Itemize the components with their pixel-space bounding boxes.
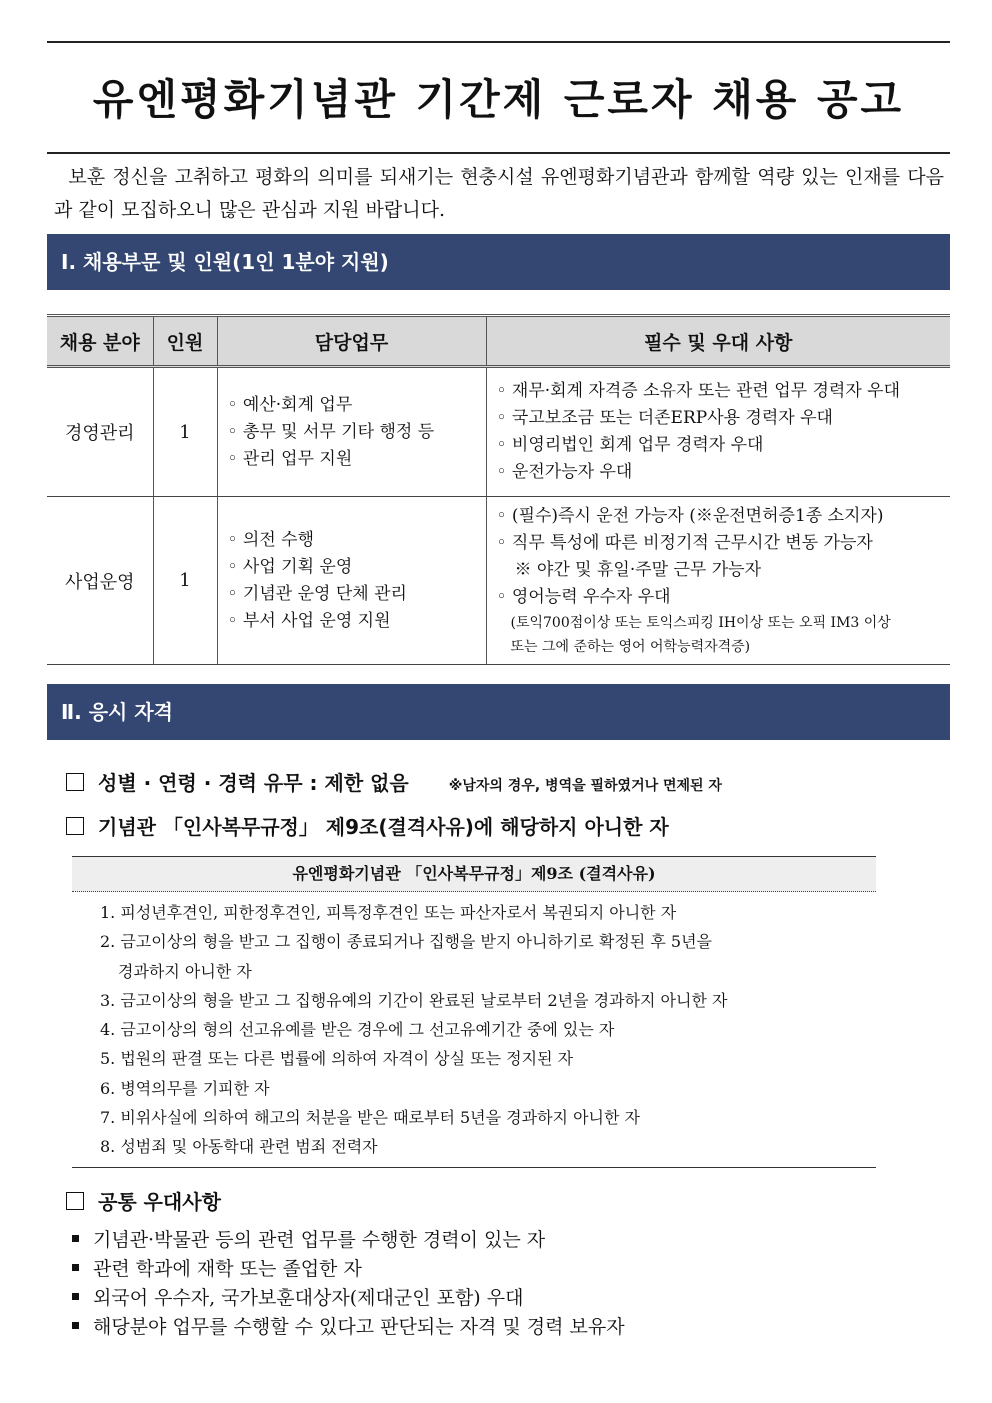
list-item: 1. 피성년후견인, 피한정후견인, 피특정후견인 또는 파산자로서 복권되지 아니한 자 bbox=[100, 903, 677, 922]
list-item: 해당분야 업무를 수행할 수 있다고 판단되는 자격 및 경력 보유자 bbox=[72, 1313, 625, 1342]
requirements-cell bbox=[486, 367, 950, 497]
military-note: ※남자의 경우, 병역을 필하였거나 면제된 자 bbox=[448, 778, 722, 794]
table-header-row bbox=[47, 316, 950, 367]
qualification-line-1: 성별 · 연령 · 경력 유무 : 제한 없음 ※남자의 경우, 병역을 필하였거나 면제된 자 bbox=[66, 767, 722, 796]
list-item: 4. 금고이상의 형의 선고유예를 받은 경우에 그 선고유예기간 중에 있는 자 bbox=[100, 1020, 615, 1040]
list-item: ◦ (필수)즉시 운전 가능자 (※운전면허증1종 소지자) bbox=[496, 505, 884, 526]
list-item: 6. 병역의무를 기피한 자 bbox=[100, 1078, 270, 1098]
square-bullet-icon bbox=[72, 1293, 79, 1300]
section-1-header: Ⅰ. 채용부문 및 인원(1인 1분야 지원) bbox=[47, 234, 950, 290]
column-header: 담당업무 bbox=[217, 316, 486, 367]
square-bullet-icon bbox=[72, 1264, 79, 1271]
qualification-line-2: 기념관 「인사복무규정」 제9조(결격사유)에 해당하지 아니한 자 bbox=[66, 811, 669, 840]
list-item: ◦ 총무 및 서무 기타 행정 등 bbox=[227, 421, 435, 442]
disqualification-list bbox=[72, 892, 876, 1162]
title-block bbox=[47, 41, 950, 154]
section-2-header: Ⅱ. 응시 자격 bbox=[47, 684, 950, 740]
list-item: (토익700점이상 또는 토익스피킹 IH이상 또는 오픽 IM3 이상 bbox=[510, 614, 891, 631]
list-item: 경과하지 아니한 자 bbox=[118, 961, 252, 981]
intro-paragraph: 보훈 정신을 고취하고 평화의 의미를 되새기는 현충시설 유엔평화기념관과 함께할 역량 있는 인재를 다음과 같이 모집하오니 많은 관심과 지원 바랍니다. bbox=[54, 166, 944, 221]
list-item: ◦ 운전가능자 우대 bbox=[496, 462, 633, 482]
list-item: 7. 비위사실에 의하여 해고의 처분을 받은 때로부터 5년을 경과하지 아니한 자 bbox=[100, 1108, 640, 1128]
count-cell: 1 bbox=[153, 497, 217, 665]
square-bullet-icon bbox=[72, 1322, 79, 1329]
list-item: ◦ 의전 수행 bbox=[227, 529, 315, 550]
preference-list bbox=[72, 1226, 625, 1342]
list-item: ◦ 관리 업무 지원 bbox=[227, 448, 353, 469]
table-row bbox=[47, 367, 950, 497]
list-item: 또는 그에 준하는 영어 어학능력자격증) bbox=[510, 638, 751, 655]
page-title: 유엔평화기념관 기간제 근로자 채용 공고 bbox=[92, 75, 905, 124]
field-cell: 경영관리 bbox=[47, 367, 153, 497]
list-item: ◦ 비영리법인 회계 업무 경력자 우대 bbox=[496, 435, 764, 455]
list-item: 3. 금고이상의 형을 받고 그 집행유예의 기간이 완료된 날로부터 2년을 경과하지 아니한 자 bbox=[100, 990, 728, 1010]
count-cell: 1 bbox=[153, 367, 217, 497]
duties-cell bbox=[217, 367, 486, 497]
list-item: ◦ 직무 특성에 따른 비정기적 근무시간 변동 가능자 bbox=[496, 532, 873, 553]
checkbox-square-icon bbox=[66, 773, 84, 791]
list-item: 2. 금고이상의 형을 받고 그 집행이 종료되거나 집행을 받지 아니하기로 확정된 후 5년을 bbox=[100, 932, 712, 952]
list-item: 5. 법원의 판결 또는 다른 법률에 의하여 자격이 상실 또는 정지된 자 bbox=[100, 1049, 574, 1069]
column-header: 필수 및 우대 사항 bbox=[486, 316, 950, 367]
disqualification-header: 유엔평화기념관 「인사복무규정」제9조 (결격사유) bbox=[72, 857, 876, 892]
list-item: 관련 학과에 재학 또는 졸업한 자 bbox=[72, 1255, 625, 1284]
preference-heading: 공통 우대사항 bbox=[66, 1186, 221, 1215]
list-item: ◦ 영어능력 우수자 우대 bbox=[496, 586, 671, 607]
list-item: ◦ 예산·회계 업무 bbox=[227, 394, 353, 415]
list-item: 기념관·박물관 등의 관련 업무를 수행한 경력이 있는 자 bbox=[72, 1226, 625, 1255]
duties-cell bbox=[217, 497, 486, 665]
recruitment-table bbox=[47, 314, 950, 665]
list-item: ◦ 재무·회계 자격증 소유자 또는 관련 업무 경력자 우대 bbox=[496, 381, 901, 401]
checkbox-square-icon bbox=[66, 1192, 84, 1210]
list-item: ◦ 기념관 운영 단체 관리 bbox=[227, 583, 407, 604]
field-cell: 사업운영 bbox=[47, 497, 153, 665]
list-item: ◦ 국고보조금 또는 더존ERP사용 경력자 우대 bbox=[496, 408, 833, 428]
column-header: 채용 분야 bbox=[47, 316, 153, 367]
requirements-cell bbox=[486, 497, 950, 665]
list-item: ◦ 부서 사업 운영 지원 bbox=[227, 610, 391, 631]
disqualification-box bbox=[72, 856, 876, 1168]
list-item: 외국어 우수자, 국가보훈대상자(제대군인 포함) 우대 bbox=[72, 1284, 625, 1313]
list-item: 8. 성범죄 및 아동학대 관련 범죄 전력자 bbox=[100, 1137, 378, 1157]
table-row bbox=[47, 497, 950, 665]
column-header: 인원 bbox=[153, 316, 217, 367]
checkbox-square-icon bbox=[66, 817, 84, 835]
square-bullet-icon bbox=[72, 1235, 79, 1242]
list-item: ※ 야간 및 휴일·주말 근무 가능자 bbox=[514, 559, 761, 580]
list-item: ◦ 사업 기획 운영 bbox=[227, 556, 353, 577]
